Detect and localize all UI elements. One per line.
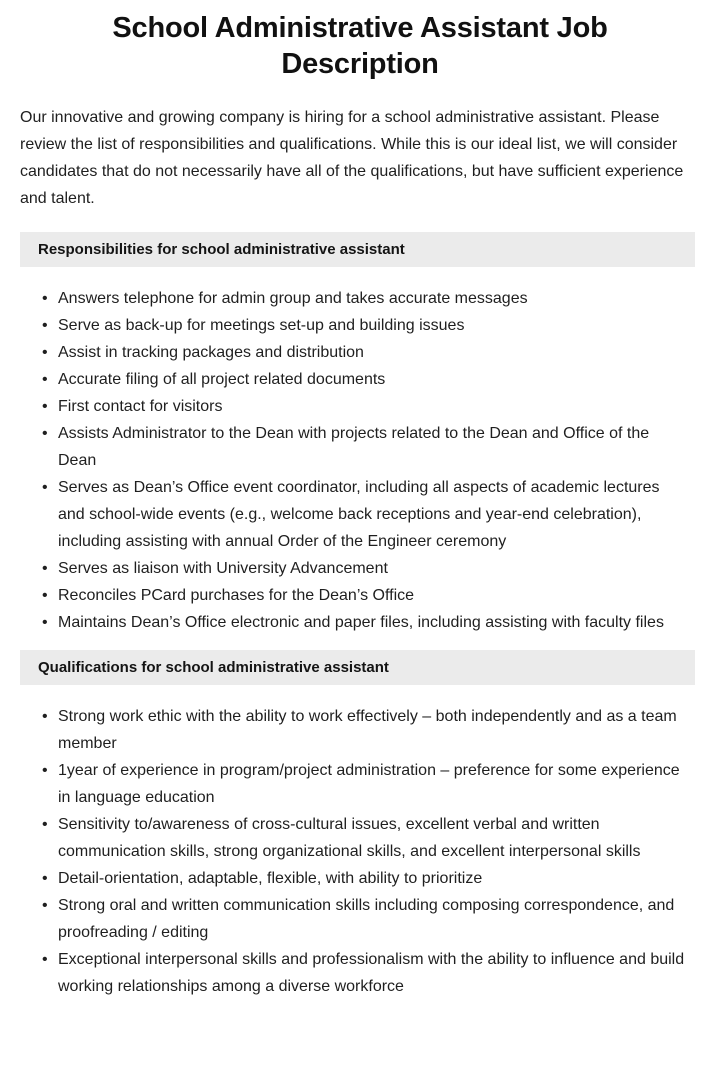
- page-title: School Administrative Assistant Job Description: [112, 12, 608, 80]
- bullet-icon: •: [42, 371, 48, 388]
- list-item: [20, 609, 690, 636]
- intro-paragraph: Our innovative and growing company is hiring for a school administrative assistant. Please review the list of responsibilities and qualifications. While this is our ideal list, we will consider candidates that do not necessarily have all of the qualifications, but have sufficient experience and talent.: [20, 109, 684, 207]
- bullet-icon: •: [42, 479, 48, 496]
- bullet-icon: •: [42, 816, 48, 833]
- list-item-text: Assist in tracking packages and distribution: [58, 344, 364, 361]
- bullet-icon: •: [42, 614, 48, 631]
- bullet-icon: •: [42, 951, 48, 968]
- bullet-icon: •: [42, 897, 48, 914]
- list-item: [20, 474, 690, 555]
- list-item-text: Detail-orientation, adaptable, flexible, with ability to prioritize: [58, 870, 483, 887]
- responsibilities-list: [0, 267, 720, 636]
- list-item: [20, 312, 690, 339]
- list-item: [20, 811, 690, 865]
- list-item: [20, 393, 690, 420]
- section-header-responsibilities: Responsibilities for school administrative assistant: [20, 232, 695, 267]
- list-item: [20, 339, 690, 366]
- list-item-text: First contact for visitors: [58, 398, 223, 415]
- list-item: [20, 555, 690, 582]
- qualifications-list: [0, 685, 720, 1000]
- list-item: [20, 285, 690, 312]
- list-item-text: 1year of experience in program/project administration – preference for some experience in language education: [58, 762, 680, 806]
- list-item: [20, 946, 690, 1000]
- list-item: [20, 366, 690, 393]
- list-item-text: Serves as liaison with University Advancement: [58, 560, 388, 577]
- list-item: [20, 757, 690, 811]
- list-item-text: Answers telephone for admin group and takes accurate messages: [58, 290, 528, 307]
- list-item-text: Serve as back-up for meetings set-up and building issues: [58, 317, 465, 334]
- section-responsibilities: [0, 232, 720, 636]
- section-qualifications: [0, 650, 720, 1000]
- bullet-icon: •: [42, 708, 48, 725]
- bullet-icon: •: [42, 398, 48, 415]
- bullet-icon: •: [42, 560, 48, 577]
- list-item-text: Strong work ethic with the ability to work effectively – both independently and as a team member: [58, 708, 677, 752]
- list-item-text: Accurate filing of all project related documents: [58, 371, 386, 388]
- list-item-text: Reconciles PCard purchases for the Dean’s Office: [58, 587, 415, 604]
- list-item-text: Sensitivity to/awareness of cross-cultural issues, excellent verbal and written communication skills, strong organizational skills, and excellent interpersonal skills: [58, 816, 641, 860]
- section-header-qualifications: Qualifications for school administrative assistant: [20, 650, 695, 685]
- bullet-icon: •: [42, 317, 48, 334]
- bullet-icon: •: [42, 290, 48, 307]
- bullet-icon: •: [42, 762, 48, 779]
- list-item-text: Strong oral and written communication skills including composing correspondence, and proofreading / editing: [58, 897, 675, 941]
- list-item-text: Exceptional interpersonal skills and professionalism with the ability to influence and build working relationships among a diverse workforce: [58, 951, 685, 995]
- list-item-text: Assists Administrator to the Dean with projects related to the Dean and Office of the Dean: [58, 425, 650, 469]
- list-item-text: Maintains Dean’s Office electronic and paper files, including assisting with faculty files: [58, 614, 664, 631]
- list-item-text: Serves as Dean’s Office event coordinator, including all aspects of academic lectures and school-wide events (e.g., welcome back receptions and year-end celebration), including assisting with annual Order of the Engineer ceremony: [58, 479, 660, 550]
- list-item: [20, 892, 690, 946]
- bullet-icon: •: [42, 425, 48, 442]
- list-item: [20, 420, 690, 474]
- list-item: [20, 582, 690, 609]
- list-item: [20, 703, 690, 757]
- bullet-icon: •: [42, 870, 48, 887]
- bullet-icon: •: [42, 587, 48, 604]
- list-item: [20, 865, 690, 892]
- bullet-icon: •: [42, 344, 48, 361]
